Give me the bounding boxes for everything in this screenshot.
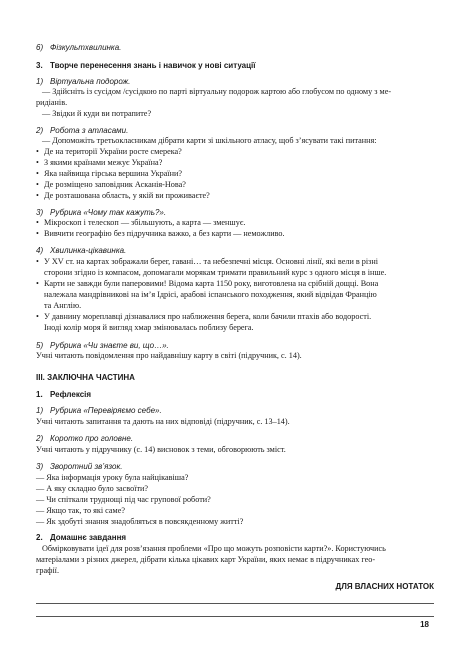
subsection-atlas-work: 2) Робота з атласами.: [36, 126, 129, 135]
paragraph-line: Обмірковувати ідеї для розв’язання проблеми «Про що можуть розповісти карти?». Користуючись: [42, 544, 386, 553]
paragraph-line: графії.: [36, 566, 59, 575]
bullet-icon: •: [36, 218, 39, 227]
reflection-heading: 1. Рефлексія: [36, 390, 92, 399]
paragraph-line: — Здійсніть із сусідом /сусідкою по парті віртуальну подорож картою або глобусом по одному з ме-: [42, 87, 392, 96]
subsection-summary: 2) Коротко про головне.: [36, 434, 134, 443]
bullet-paragraph: • Карти не завжди були паперовими! Відома карта 1150 року, виготовлена на срібній дощці. Вона належала мандрівникові на ім’я Ідрісі, арабові іспанського походження, який відвідав Францію та Англію.: [36, 279, 379, 310]
bullet-icon: •: [36, 229, 39, 238]
list-item: • З якими країнами межує Україна?: [36, 158, 163, 167]
list-item: • Де розміщено заповідник Асканія-Нова?: [36, 180, 186, 189]
bullet-paragraph: • У давнину мореплавці дізнавалися про наближення берега, коли бачили птахів або водорості. Іноді колір моря й вигляд хмар змінювалась поблизу берега.: [36, 312, 372, 332]
list-item: • Де на території України росте смерека?: [36, 147, 182, 156]
subsection-did-you-know: 5) Рубрика «Чи знаєте ви, що…».: [36, 341, 169, 350]
bullet-icon: •: [36, 169, 39, 178]
list-item: • Мікроскоп і телескоп — збільшують, а карта — зменшує.: [36, 218, 246, 227]
subsection-curious-minute: 4) Хвилинка-цікавинка.: [36, 246, 127, 255]
subsection-virtual-trip: 1) Віртуальна подорож.: [36, 77, 131, 86]
paragraph-line: матеріалами з різних джерел, дібрати кілька цікавих карт України, яких немає в підручниках гео-: [36, 555, 376, 564]
section-3-heading: 3. Творче перенесення знань і навичок у нові ситуації: [36, 61, 256, 70]
bullet-icon: •: [36, 180, 39, 189]
notes-title: ДЛЯ ВЛАСНИХ НОТАТОК: [335, 582, 434, 591]
bullet-icon: •: [36, 279, 39, 288]
bullet-icon: •: [36, 147, 39, 156]
list-item: • Вивчити географію без підручника важко, а без карти — неможливо.: [36, 229, 285, 238]
bullet-icon: •: [36, 257, 39, 266]
bullet-icon: •: [36, 158, 39, 167]
paragraph-line: Учні читають запитання та дають на них відповіді (підручник, с. 13–14).: [36, 417, 290, 426]
subsection-why-say: 3) Рубрика «Чому так кажуть?».: [36, 208, 167, 217]
bullet-paragraph: • У XV ст. на картах зображали берег, гавані… та небезпечні місця. Основні лінії, які вели в різні сторони згідно із компасом, допомагали морякам тримати правильний курс з одного місця в інше.: [36, 257, 387, 277]
question-line: — А яку складно було засвоїти?: [36, 484, 149, 493]
bullet-icon: •: [36, 191, 39, 200]
homework-heading: 2. Домашнє завдання: [36, 533, 127, 542]
list-item: • Яка найвища гірська вершина України?: [36, 169, 183, 178]
subsection-check-yourself: 1) Рубрика «Перевіряємо себе».: [36, 406, 162, 415]
notes-line: [36, 616, 434, 617]
paragraph-line: Учні читають у підручнику (с. 14) висновок з теми, обговорюють зміст.: [36, 445, 286, 454]
paragraph-line: — Звідки й куди ви потрапите?: [42, 109, 152, 118]
paragraph-line: Учні читають повідомлення про найдавнішу карту в світі (підручник, с. 14).: [36, 351, 302, 360]
page-number: 18: [420, 620, 429, 629]
paragraph-line: — Допоможіть третьокласникам дібрати карти зі шкільного атласу, щоб з’ясувати такі питання:: [42, 136, 377, 145]
question-line: — Яка інформація уроку була найцікавіша?: [36, 473, 189, 482]
notes-line: [36, 603, 434, 604]
subsection-feedback: 3) Зворотний зв’язок.: [36, 462, 123, 471]
list-item: • Де розташована область, у якій ви проживаєте?: [36, 191, 210, 200]
question-line: — Як здобуті знання знадобляться в повсякденному житті?: [36, 517, 244, 526]
part-iii-heading: III. ЗАКЛЮЧНА ЧАСТИНА: [36, 373, 135, 382]
bullet-icon: •: [36, 312, 39, 321]
question-line: — Якщо так, то які саме?: [36, 506, 125, 515]
question-line: — Чи спіткали труднощі під час групової роботи?: [36, 495, 211, 504]
paragraph-line: ридіанів.: [36, 98, 68, 107]
subsection-6: 6) Фізкультхвилинка.: [36, 43, 122, 52]
